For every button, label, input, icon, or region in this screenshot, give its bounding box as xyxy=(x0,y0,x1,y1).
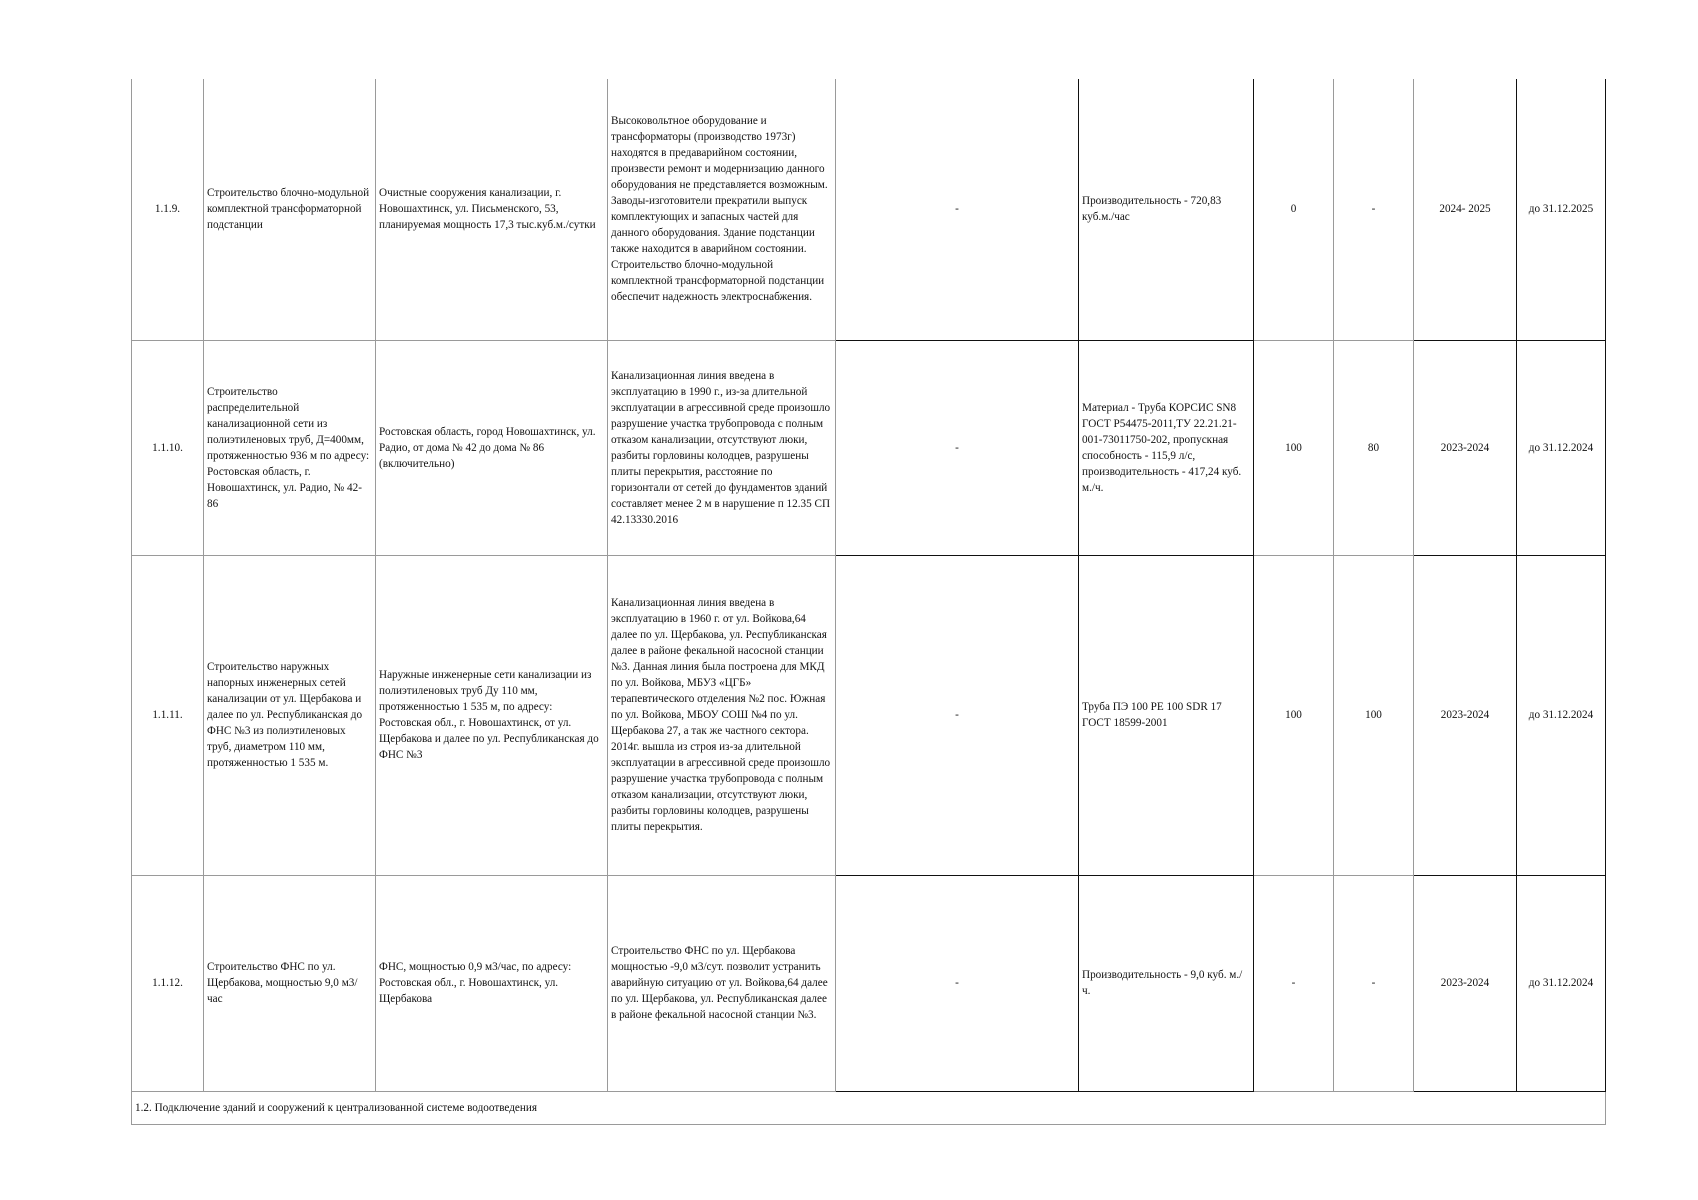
project-justification: Канализационная линия введена в эксплуатацию в 1990 г., из-за длительной эксплуатации в агрессивной среде произошло разрушение участка трубопровода с полным отказом канализации, отсутствуют люки, разбиты горловины колодцев, разрушены плиты перекрытия, расстояние по горизонтали от сетей до фундаментов зданий составляет менее 2 м в нарушение п 12.35 СП 42.13330.2016 xyxy=(608,340,836,555)
table-row xyxy=(132,555,1606,875)
project-justification: Высоковольтное оборудование и трансформаторы (производство 1973г) находятся в предаварийном состоянии, произвести ремонт и модернизацию данного оборудования не представляется возможным. Заводы-изготовители прекратили выпуск комплектующих и запасных частей для данного оборудования. Здание подстанции также находится в аварийном состоянии. Строительство блочно-модульной комплектной трансформаторной подстанции обеспечит надежность электроснабжения. xyxy=(608,79,836,340)
project-location: ФНС, мощностью 0,9 м3/час, по адресу: Ростовская обл., г. Новошахтинск, ул. Щербакова xyxy=(376,875,608,1091)
row-number: 1.1.12. xyxy=(132,875,204,1091)
col5-value: - xyxy=(836,340,1079,555)
col5-value: - xyxy=(836,555,1079,875)
col8-value: 100 xyxy=(1334,555,1414,875)
project-name: Строительство наружных напорных инженерных сетей канализации от ул. Щербакова и далее по ул. Республиканская до ФНС №3 из полиэтиленовых труб, диаметром 110 мм, протяженностью 1 535 м. xyxy=(204,555,376,875)
row-number: 1.1.9. xyxy=(132,79,204,340)
implementation-period: 2023-2024 xyxy=(1414,875,1517,1091)
project-location: Ростовская область, город Новошахтинск, ул. Радио, от дома № 42 до дома № 86 (включительно) xyxy=(376,340,608,555)
col7-value: 0 xyxy=(1254,79,1334,340)
investment-program-table xyxy=(131,79,1606,1125)
project-name: Строительство ФНС по ул. Щербакова, мощностью 9,0 м3/час xyxy=(204,875,376,1091)
col5-value: - xyxy=(836,79,1079,340)
deadline: до 31.12.2025 xyxy=(1517,79,1606,340)
technical-characteristics: Труба ПЭ 100 PE 100 SDR 17 ГОСТ 18599-2001 xyxy=(1079,555,1254,875)
project-justification: Канализационная линия введена в эксплуатацию в 1960 г. от ул. Войкова,64 далее по ул. Щербакова, ул. Республиканская далее в районе фекальной насосной станции №3. Данная линия была построена для МКД по ул. Войкова, МБУЗ «ЦГБ» терапевтического отделения №2 пос. Южная по ул. Войкова, МБОУ СОШ №4 по ул. Щербакова 27, а так же частного сектора. 2014г. вышла из строя из-за длительной эксплуатации в агрессивной среде произошло разрушение участка трубопровода с полным отказом канализации, отсутствуют люки, разбиты горловины колодцев, разрушены плиты перекрытия. xyxy=(608,555,836,875)
col8-value: - xyxy=(1334,875,1414,1091)
technical-characteristics: Производительность - 720,83 куб.м./час xyxy=(1079,79,1254,340)
project-name: Строительство блочно-модульной комплектной трансформаторной подстанции xyxy=(204,79,376,340)
project-location: Наружные инженерные сети канализации из полиэтиленовых труб Ду 110 мм, протяженностью 1 535 м, по адресу: Ростовская обл., г. Новошахтинск, от ул. Щербакова и далее по ул. Республиканская до ФНС №3 xyxy=(376,555,608,875)
project-name: Строительство распределительной канализационной сети из полиэтиленовых труб, Д=400мм, протяженностью 936 м по адресу: Ростовская область, г. Новошахтинск, ул. Радио, № 42-86 xyxy=(204,340,376,555)
col7-value: 100 xyxy=(1254,555,1334,875)
col5-value: - xyxy=(836,875,1079,1091)
col8-value: - xyxy=(1334,79,1414,340)
deadline: до 31.12.2024 xyxy=(1517,555,1606,875)
table-row xyxy=(132,79,1606,340)
col7-value: - xyxy=(1254,875,1334,1091)
table-row xyxy=(132,875,1606,1091)
col7-value: 100 xyxy=(1254,340,1334,555)
col8-value: 80 xyxy=(1334,340,1414,555)
section-heading: 1.2. Подключение зданий и сооружений к централизованной системе водоотведения xyxy=(132,1091,1606,1124)
implementation-period: 2023-2024 xyxy=(1414,555,1517,875)
implementation-period: 2024- 2025 xyxy=(1414,79,1517,340)
deadline: до 31.12.2024 xyxy=(1517,875,1606,1091)
technical-characteristics: Материал - Труба КОРСИС SN8 ГОСТ Р54475-2011,ТУ 22.21.21-001-73011750-202, пропускная способность - 115,9 л/с, производительность - 417,24 куб. м./ч. xyxy=(1079,340,1254,555)
table-row xyxy=(132,340,1606,555)
row-number: 1.1.10. xyxy=(132,340,204,555)
project-location: Очистные сооружения канализации, г. Новошахтинск, ул. Письменского, 53, планируемая мощность 17,3 тыс.куб.м./сутки xyxy=(376,79,608,340)
project-justification: Строительство ФНС по ул. Щербакова мощностью -9,0 м3/сут. позволит устранить аварийную ситуацию от ул. Войкова,64 далее по ул. Щербакова, ул. Республиканская далее в районе фекальной насосной станции №3. xyxy=(608,875,836,1091)
row-number: 1.1.11. xyxy=(132,555,204,875)
technical-characteristics: Производительность - 9,0 куб. м./ч. xyxy=(1079,875,1254,1091)
section-heading-row xyxy=(132,1091,1606,1124)
implementation-period: 2023-2024 xyxy=(1414,340,1517,555)
deadline: до 31.12.2024 xyxy=(1517,340,1606,555)
